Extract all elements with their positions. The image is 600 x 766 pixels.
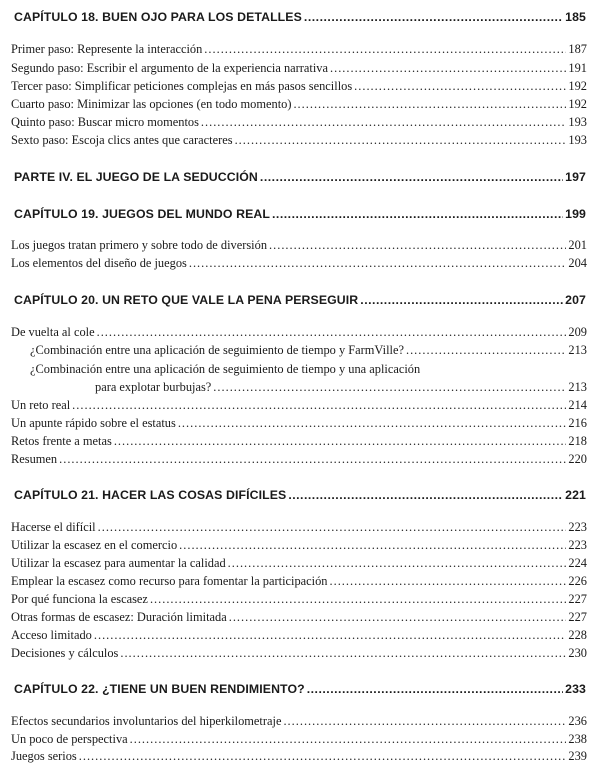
leader-dots <box>283 714 566 729</box>
toc-entry <box>11 79 587 94</box>
toc-entry <box>11 732 587 747</box>
toc-entry <box>11 646 587 661</box>
entry-text: Un reto real <box>11 398 71 412</box>
toc-entry <box>11 256 587 271</box>
leader-dots <box>330 61 566 76</box>
heading-title: PARTE IV. EL JUEGO DE LA SEDUCCIÓN <box>14 170 258 184</box>
entry-page: 227 <box>568 610 587 624</box>
entry-text: Un apunte rápido sobre el estatus <box>11 416 176 430</box>
toc-entry-sub-continued <box>95 380 587 395</box>
heading-page: 185 <box>565 10 586 24</box>
toc-entry <box>11 628 587 643</box>
toc-heading-chapter-19 <box>14 207 586 221</box>
heading-title: CAPÍTULO 22. ¿TIENE UN BUEN RENDIMIENTO? <box>14 682 305 696</box>
heading-page: 199 <box>565 207 586 221</box>
entry-text: Efectos secundarios involuntarios del hiperkilometraje <box>11 714 282 728</box>
entry-text: Los juegos tratan primero y sobre todo de diversión <box>11 238 268 252</box>
entry-page: 193 <box>568 133 587 147</box>
entry-page: 238 <box>568 732 587 746</box>
toc-entry <box>11 452 587 467</box>
entry-text: ¿Combinación entre una aplicación de seguimiento de tiempo y FarmVille? <box>30 343 404 357</box>
entry-text: Retos frente a metas <box>11 434 112 448</box>
entry-text: Juegos serios <box>11 749 77 763</box>
leader-dots <box>189 256 567 271</box>
heading-page: 221 <box>565 488 586 502</box>
entry-page: 239 <box>568 749 587 763</box>
entry-text: Acceso limitado <box>11 628 92 642</box>
toc-entry <box>11 42 587 57</box>
toc-entry <box>11 520 587 535</box>
entry-text: Utilizar la escasez en el comercio <box>11 538 178 552</box>
leader-dots <box>97 325 567 340</box>
leader-dots <box>72 398 566 413</box>
leader-dots <box>114 434 567 449</box>
leader-dots <box>120 646 566 661</box>
entry-text: Emplear la escasez como recurso para fomentar la participación <box>11 574 328 588</box>
entry-text: Utilizar la escasez para aumentar la calidad <box>11 556 226 570</box>
entry-text: Resumen <box>11 452 58 466</box>
entry-page: 228 <box>568 628 587 642</box>
heading-title: CAPÍTULO 18. BUEN OJO PARA LOS DETALLES <box>14 10 302 24</box>
leader-dots <box>201 115 567 130</box>
leader-dots <box>94 628 567 643</box>
entry-page: 192 <box>568 79 587 93</box>
leader-dots <box>360 293 563 307</box>
entry-page: 213 <box>568 343 587 357</box>
toc-entry <box>11 238 587 253</box>
leader-dots <box>130 732 567 747</box>
entry-page: 187 <box>568 42 587 56</box>
leader-dots <box>330 574 567 589</box>
entry-page: 209 <box>568 325 587 339</box>
heading-title: CAPÍTULO 21. HACER LAS COSAS DIFÍCILES <box>14 488 287 502</box>
leader-dots <box>59 452 566 467</box>
entry-page: 220 <box>568 452 587 466</box>
entry-text: Tercer paso: Simplificar peticiones complejas en más pasos sencillos <box>11 79 353 93</box>
leader-dots <box>406 343 566 358</box>
toc-heading-chapter-18 <box>14 10 586 24</box>
entry-text: Cuarto paso: Minimizar las opciones (en todo momento) <box>11 97 292 111</box>
entry-page: 204 <box>568 256 587 270</box>
toc-entry-sub <box>30 343 587 358</box>
toc-entry <box>11 61 587 76</box>
entry-page: 213 <box>568 380 587 394</box>
leader-dots <box>293 97 566 112</box>
entry-page: 214 <box>568 398 587 412</box>
entry-text: Decisiones y cálculos <box>11 646 119 660</box>
leader-dots <box>178 416 567 431</box>
toc-entry <box>11 592 587 607</box>
leader-dots <box>204 42 566 57</box>
toc-entry <box>11 556 587 571</box>
entry-text-line-1: ¿Combinación entre una aplicación de seguimiento de tiempo y una aplicación <box>30 362 421 376</box>
leader-dots <box>272 207 563 221</box>
leader-dots <box>98 520 567 535</box>
entry-page: 224 <box>568 556 587 570</box>
heading-title: CAPÍTULO 19. JUEGOS DEL MUNDO REAL <box>14 207 270 221</box>
leader-dots <box>307 682 563 696</box>
leader-dots <box>79 749 567 764</box>
entry-text: Segundo paso: Escribir el argumento de la experiencia narrativa <box>11 61 328 75</box>
toc-entry <box>11 97 587 112</box>
entry-text: Otras formas de escasez: Duración limitada <box>11 610 227 624</box>
toc-entry <box>11 714 587 729</box>
leader-dots <box>269 238 566 253</box>
toc-heading-part-4 <box>14 170 586 184</box>
leader-dots <box>235 133 567 148</box>
entry-page: 201 <box>568 238 587 252</box>
entry-page: 193 <box>568 115 587 129</box>
toc-entry <box>11 398 587 413</box>
entry-text: Un poco de perspectiva <box>11 732 128 746</box>
heading-page: 197 <box>565 170 586 184</box>
heading-page: 233 <box>565 682 586 696</box>
entry-page: 226 <box>568 574 587 588</box>
entry-page: 223 <box>568 520 587 534</box>
toc-entry <box>11 133 587 148</box>
leader-dots <box>179 538 566 553</box>
toc-entry <box>11 416 587 431</box>
entry-text: Hacerse el difícil <box>11 520 96 534</box>
toc-entry <box>11 749 587 764</box>
entry-page: 227 <box>568 592 587 606</box>
entry-page: 218 <box>568 434 587 448</box>
leader-dots <box>229 610 567 625</box>
entry-text: Los elementos del diseño de juegos <box>11 256 187 270</box>
entry-text: Quinto paso: Buscar micro momentos <box>11 115 199 129</box>
toc-entry <box>11 434 587 449</box>
heading-title: CAPÍTULO 20. UN RETO QUE VALE LA PENA PERSEGUIR <box>14 293 359 307</box>
leader-dots <box>288 488 563 502</box>
toc-entry <box>11 325 587 340</box>
entry-page: 216 <box>568 416 587 430</box>
entry-page: 191 <box>568 61 587 75</box>
leader-dots <box>228 556 567 571</box>
leader-dots <box>260 170 563 184</box>
toc-entry <box>11 538 587 553</box>
entry-page: 230 <box>568 646 587 660</box>
toc-heading-chapter-21 <box>14 488 586 502</box>
toc-heading-chapter-20 <box>14 293 586 307</box>
toc-entry <box>11 574 587 589</box>
entry-text: Por qué funciona la escasez <box>11 592 148 606</box>
entry-page: 236 <box>568 714 587 728</box>
leader-dots <box>213 380 566 395</box>
entry-text: Primer paso: Represente la interacción <box>11 42 203 56</box>
toc-heading-chapter-22 <box>14 682 586 696</box>
entry-page: 223 <box>568 538 587 552</box>
toc-entry <box>11 610 587 625</box>
entry-text: De vuelta al cole <box>11 325 95 339</box>
leader-dots <box>354 79 566 94</box>
leader-dots <box>150 592 566 607</box>
entry-text-line-2: para explotar burbujas? <box>95 380 212 394</box>
leader-dots <box>304 10 563 24</box>
entry-page: 192 <box>568 97 587 111</box>
entry-text: Sexto paso: Escoja clics antes que caracteres <box>11 133 233 147</box>
heading-page: 207 <box>565 293 586 307</box>
toc-entry <box>11 115 587 130</box>
